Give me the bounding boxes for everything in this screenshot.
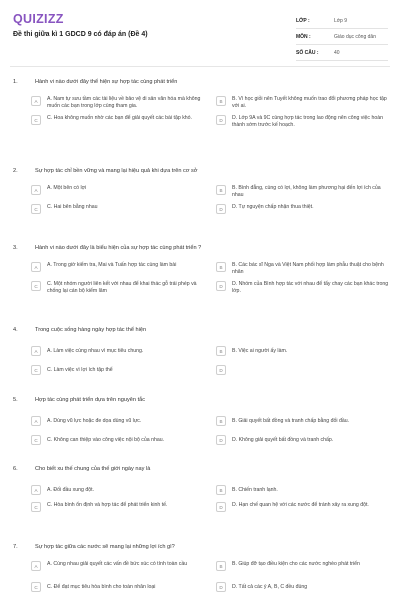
meta-label: LỚP : bbox=[296, 17, 310, 24]
option-letter: D bbox=[216, 435, 226, 445]
option-d[interactable] bbox=[216, 115, 390, 129]
question-7 bbox=[10, 544, 390, 594]
question-text: Hành vi nào dưới đây là biểu hiện của sự hợp tác cùng phát triển ? bbox=[35, 245, 202, 251]
option-d[interactable] bbox=[216, 363, 390, 377]
option-letter: C bbox=[31, 115, 41, 125]
option-c[interactable] bbox=[31, 281, 205, 295]
option-text: A. Đối đầu xung đột. bbox=[47, 486, 95, 493]
option-a[interactable] bbox=[31, 185, 205, 199]
option-text: A. Nam tự sưu tầm các tài liệu về bảo vệ di sản văn hóa mà không muốn các bạn trong lớp cùng tham gia. bbox=[47, 96, 201, 109]
option-text: A. Trong giờ kiểm tra, Mai và Tuấn hợp tác cùng làm bài bbox=[47, 262, 177, 268]
option-text: C. Một nhóm người liên kết với nhau để khai thác gỗ trái phép và chống lại cán bộ kiểm lâm bbox=[47, 281, 197, 294]
option-b[interactable] bbox=[216, 185, 390, 199]
option-text: D. Tất cả các ý A, B, C đều đúng bbox=[232, 583, 308, 590]
option-letter: B bbox=[216, 416, 226, 426]
option-b[interactable] bbox=[216, 414, 390, 428]
option-letter: B bbox=[216, 262, 226, 272]
option-a[interactable] bbox=[31, 344, 205, 358]
option-letter: B bbox=[216, 185, 226, 195]
option-a[interactable] bbox=[31, 483, 205, 497]
option-d[interactable] bbox=[216, 502, 390, 516]
option-letter: A bbox=[31, 561, 41, 571]
option-text: B. Giúp đỡ tạo điều kiện cho các nước nghèo phát triển bbox=[232, 561, 360, 567]
question-number: 5. bbox=[13, 397, 18, 403]
option-b[interactable] bbox=[216, 483, 390, 497]
option-d[interactable] bbox=[216, 281, 390, 295]
meta-value: Lớp 9 bbox=[334, 17, 348, 24]
option-letter: A bbox=[31, 96, 41, 106]
question-text: Cho biết xu thế chung của thế giới ngày nay là bbox=[35, 466, 151, 472]
option-text: C. Không can thiệp vào công việc nội bộ của nhau. bbox=[47, 436, 165, 443]
option-c[interactable] bbox=[31, 204, 205, 218]
option-text: C. Hòa bình ổn định và hợp tác để phát triển kinh tế. bbox=[47, 502, 168, 508]
question-text: Hành vi nào dưới đây thể hiện sự hợp tác cùng phát triển bbox=[35, 79, 178, 85]
option-c[interactable] bbox=[31, 363, 205, 377]
question-number: 4. bbox=[13, 327, 18, 333]
option-a[interactable] bbox=[31, 96, 205, 110]
question-3 bbox=[10, 245, 390, 295]
option-text: D. Lớp 9A và 9C cùng hợp tác trong lao động nên công việc hoàn thành sớm trước kế hoạch. bbox=[232, 115, 384, 128]
option-text: B. Bình đẳng, cùng có lợi, không làm phương hại đến lợi ích của nhau bbox=[232, 185, 381, 198]
meta-label: SỐ CÂU : bbox=[296, 49, 319, 56]
option-text: D. Nhóm của Bình hợp tác với nhau để tẩy chay các bạn khác trong lớp. bbox=[232, 281, 389, 294]
question-text: Hợp tác cùng phát triển dựa trên nguyên tắc bbox=[35, 397, 146, 403]
option-text: C. Hai bên bằng nhau bbox=[47, 204, 98, 210]
header-divider bbox=[10, 66, 390, 67]
option-letter: B bbox=[216, 485, 226, 495]
option-letter: C bbox=[31, 281, 41, 291]
page-title: Đề thi giữa kì 1 GDCD 9 có đáp án (Đề 4) bbox=[13, 31, 148, 38]
option-letter: C bbox=[31, 204, 41, 214]
option-c[interactable] bbox=[31, 433, 205, 447]
option-text: B. Chiến tranh lạnh. bbox=[232, 486, 278, 493]
option-letter: A bbox=[31, 346, 41, 356]
meta-row-subject bbox=[296, 29, 388, 45]
option-a[interactable] bbox=[31, 561, 205, 575]
meta-row-count bbox=[296, 45, 388, 61]
option-d[interactable] bbox=[216, 433, 390, 447]
question-2 bbox=[10, 168, 390, 218]
option-text: D. Hạn chế quan hệ với các nước để tránh xảy ra xung đột. bbox=[232, 502, 369, 508]
meta-value: Giáo dục công dân bbox=[334, 33, 376, 40]
option-letter: B bbox=[216, 561, 226, 571]
question-text: Sự hợp tác chỉ bền vững và mang lại hiệu quả khi dựa trên cơ sở bbox=[35, 168, 198, 174]
option-text: A. Làm việc cùng nhau vì mục tiêu chung. bbox=[47, 347, 144, 354]
option-c[interactable] bbox=[31, 115, 205, 129]
option-text: A. Dùng vũ lực hoặc đe dọa dùng vũ lực. bbox=[47, 417, 142, 424]
option-letter: D bbox=[216, 115, 226, 125]
option-letter: A bbox=[31, 416, 41, 426]
option-letter: C bbox=[31, 435, 41, 445]
option-text: C. Để đạt mục tiêu hòa bình cho toàn nhân loại bbox=[47, 583, 156, 590]
option-letter: A bbox=[31, 185, 41, 195]
option-a[interactable] bbox=[31, 262, 205, 276]
option-text: D. Không giải quyết bất đồng và tranh chấp. bbox=[232, 436, 334, 443]
meta-label: MÔN : bbox=[296, 33, 311, 40]
option-letter: C bbox=[31, 365, 41, 375]
option-text: D. Tự nguyện chấp nhận thua thiệt. bbox=[232, 204, 314, 210]
question-number: 1. bbox=[13, 79, 18, 85]
option-b[interactable] bbox=[216, 344, 390, 358]
option-letter: D bbox=[216, 204, 226, 214]
question-5 bbox=[10, 397, 390, 447]
option-letter: A bbox=[31, 485, 41, 495]
option-text: C. Làm việc vì lợi ích tập thể bbox=[47, 366, 113, 373]
option-letter: C bbox=[31, 502, 41, 512]
question-number: 6. bbox=[13, 466, 18, 472]
option-letter: D bbox=[216, 365, 226, 375]
option-text: B. Giải quyết bất đồng và tranh chấp bằng đối đầu. bbox=[232, 417, 350, 424]
option-letter: D bbox=[216, 281, 226, 291]
option-a[interactable] bbox=[31, 414, 205, 428]
meta-value: 40 bbox=[334, 49, 340, 56]
option-b[interactable] bbox=[216, 561, 390, 575]
option-letter: C bbox=[31, 582, 41, 592]
option-c[interactable] bbox=[31, 502, 205, 516]
option-text: B. Các bác sĩ Nga và Việt Nam phối hợp làm phẫu thuật cho bệnh nhân bbox=[232, 262, 384, 275]
option-c[interactable] bbox=[31, 580, 205, 594]
meta-box bbox=[296, 13, 388, 61]
option-text: C. Hoa không muốn nhờ các bạn để giải quyết các bài tập khó. bbox=[47, 115, 192, 121]
option-letter: A bbox=[31, 262, 41, 272]
option-letter: B bbox=[216, 346, 226, 356]
option-text: A. Cùng nhau giải quyết các vấn đề bức xúc có tính toàn cầu bbox=[47, 561, 188, 567]
option-b[interactable] bbox=[216, 262, 390, 276]
option-text: B. Vì học giỏi nên Tuyết không muốn trao đổi phương pháp học tập với ai. bbox=[232, 96, 387, 109]
question-text: Sự hợp tác giữa các nước sẽ mang lại những lợi ích gì? bbox=[35, 544, 175, 550]
option-letter: B bbox=[216, 96, 226, 106]
question-number: 2. bbox=[13, 168, 18, 174]
quizizz-logo: QUIZIZZ bbox=[13, 12, 64, 26]
question-6 bbox=[10, 466, 390, 516]
option-text: A. Một bên có lợi bbox=[47, 185, 87, 191]
question-text: Trong cuộc sống hàng ngày hợp tác thể hiện bbox=[35, 327, 147, 333]
option-d[interactable] bbox=[216, 580, 390, 594]
question-4 bbox=[10, 327, 390, 377]
question-number: 3. bbox=[13, 245, 18, 251]
option-b[interactable] bbox=[216, 96, 390, 110]
option-letter: D bbox=[216, 582, 226, 592]
meta-row-class bbox=[296, 13, 388, 29]
option-text: B. Việc ai người ấy làm. bbox=[232, 347, 288, 354]
question-1 bbox=[10, 79, 390, 129]
option-letter: D bbox=[216, 502, 226, 512]
question-number: 7. bbox=[13, 544, 18, 550]
option-d[interactable] bbox=[216, 204, 390, 218]
